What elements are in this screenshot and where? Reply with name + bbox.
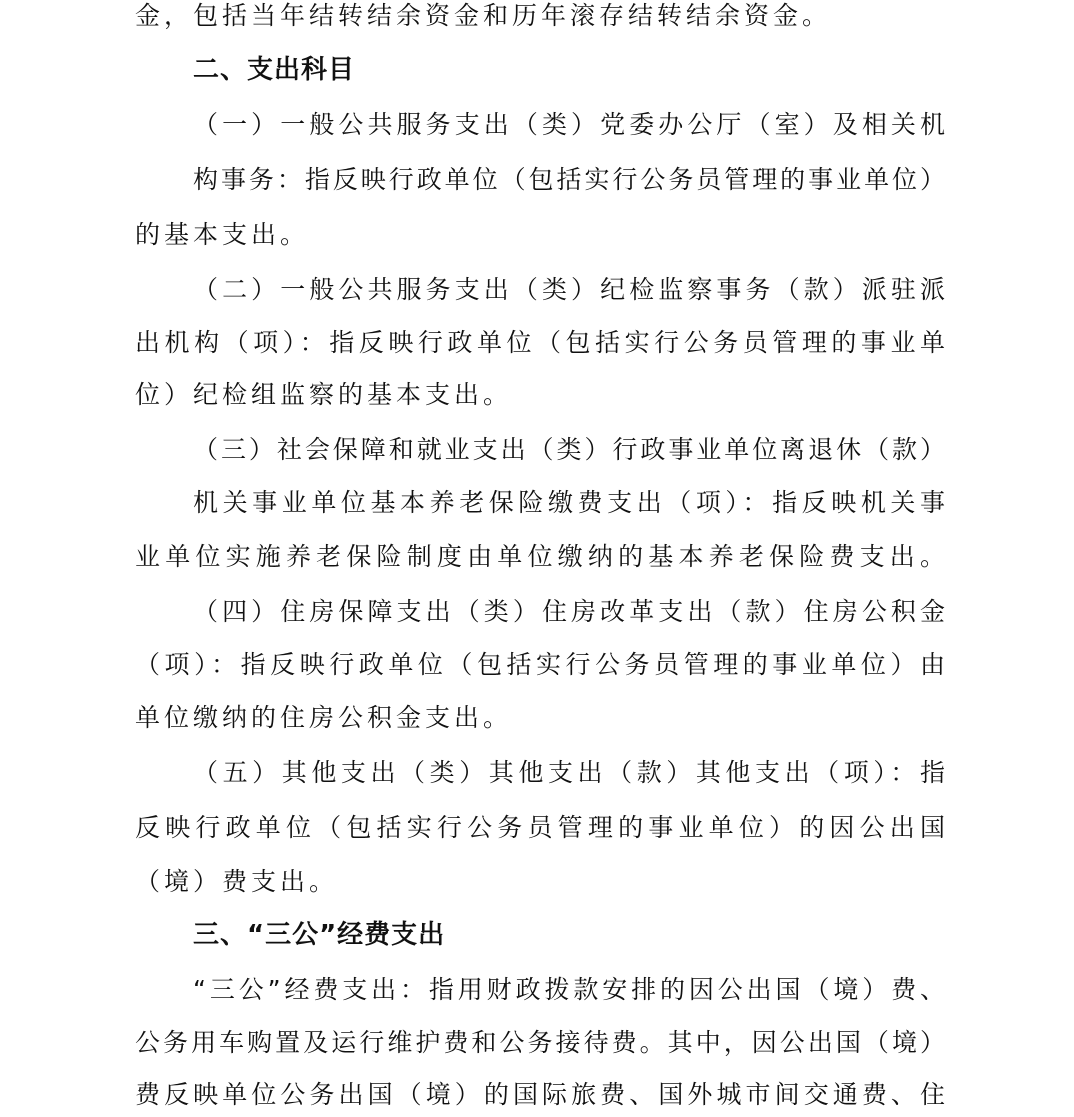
paragraph-line: 的基本支出。 — [135, 220, 310, 249]
paragraph-line: 金，包括当年结转结余资金和历年滚存结转结余资金。 — [135, 1, 832, 30]
paragraph-line: 单位缴纳的住房公积金支出。 — [135, 703, 513, 732]
section-heading: 二、支出科目 — [193, 55, 356, 85]
paragraph-line: 费反映单位公务出国（境）的国际旅费、国外城市间交通费、住 — [135, 1080, 945, 1109]
paragraph-line: 反映行政单位（包括实行公务员管理的事业单位）的因公出国 — [135, 813, 945, 842]
paragraph-line: （三）社会保障和就业支出（类）行政事业单位离退休（款） — [193, 435, 945, 464]
paragraph-line: 公务用车购置及运行维护费和公务接待费。其中，因公出国（境） — [135, 1028, 945, 1057]
paragraph-line: （境）费支出。 — [135, 867, 339, 896]
paragraph-line: （二）一般公共服务支出（类）纪检监察事务（款）派驻派 — [193, 275, 945, 304]
paragraph-line: （项）：指反映行政单位（包括实行公务员管理的事业单位）由 — [135, 650, 945, 679]
paragraph-line: 出机构（项）：指反映行政单位（包括实行公务员管理的事业单 — [135, 328, 945, 357]
paragraph-line: （四）住房保障支出（类）住房改革支出（款）住房公积金 — [193, 597, 945, 626]
paragraph-line: （一）一般公共服务支出（类）党委办公厅（室）及相关机 — [193, 110, 945, 139]
paragraph-line: 机关事业单位基本养老保险缴费支出（项）：指反映机关事 — [193, 488, 945, 517]
paragraph-line: （五）其他支出（类）其他支出（款）其他支出（项）：指 — [193, 758, 945, 787]
paragraph-line: “三公”经费支出：指用财政拨款安排的因公出国（境）费、 — [193, 975, 945, 1004]
paragraph-line: 位）纪检组监察的基本支出。 — [135, 380, 513, 409]
paragraph-line: 构事务：指反映行政单位（包括实行公务员管理的事业单位） — [193, 165, 945, 194]
paragraph-line: 业单位实施养老保险制度由单位缴纳的基本养老保险费支出。 — [135, 542, 945, 571]
section-heading: 三、“三公”经费支出 — [193, 920, 446, 950]
